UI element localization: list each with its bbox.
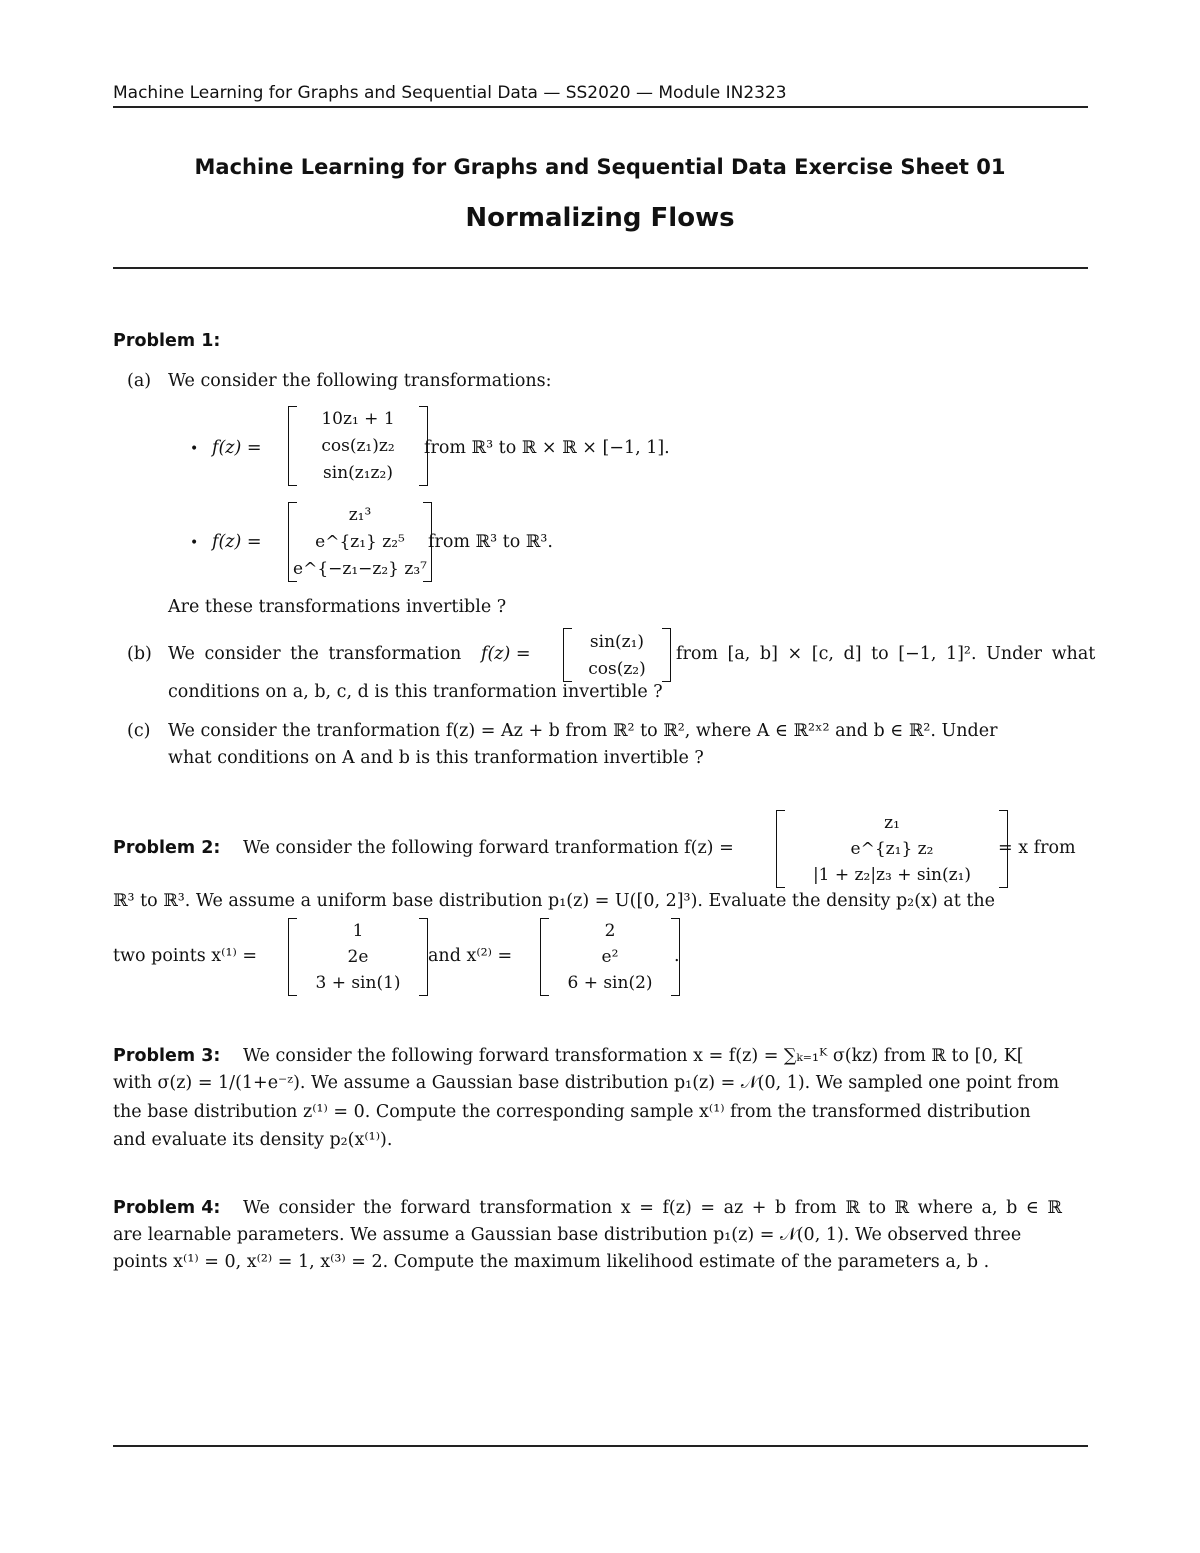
b-row-1: sin(z₁) bbox=[589, 631, 645, 652]
x2-row-2: e² bbox=[601, 947, 619, 967]
problem2-text1-tail: = x from bbox=[998, 838, 1076, 858]
bullet-2: • bbox=[190, 535, 199, 551]
x1-left-bracket bbox=[288, 918, 297, 996]
document-subtitle: Normalizing Flows bbox=[465, 203, 735, 233]
t2-lhs: f(z) = bbox=[212, 532, 262, 552]
x2-left-bracket bbox=[540, 918, 549, 996]
problem2-label: Problem 2: bbox=[113, 838, 221, 858]
t2-row-1: z₁³ bbox=[348, 505, 372, 526]
p2-matrix bbox=[776, 810, 1008, 888]
problem1-a-intro: We consider the following transformations: bbox=[168, 371, 552, 391]
t1-matrix bbox=[288, 406, 428, 486]
t1-lhs: f(z) = bbox=[212, 438, 262, 458]
problem2-period: . bbox=[674, 946, 680, 966]
x2-row-3: 6 + sin(2) bbox=[567, 973, 653, 993]
bullet-1: • bbox=[190, 441, 199, 457]
x2-row-1: 2 bbox=[604, 921, 616, 941]
document-title: Machine Learning for Graphs and Sequential Data Exercise Sheet 01 bbox=[194, 155, 1006, 179]
problem2-line2: ℝ³ to ℝ³. We assume a uniform base distribution p₁(z) = U([0, 2]³). Evaluate the density p₂(x) at the bbox=[113, 891, 995, 911]
p2-row-3: |1 + z₂|z₃ + sin(z₁) bbox=[812, 865, 972, 885]
x1-row-1: 1 bbox=[352, 921, 364, 941]
t1-row-3: sin(z₁z₂) bbox=[323, 462, 393, 483]
header-rule bbox=[113, 106, 1088, 108]
x1-row-2: 2e bbox=[347, 947, 369, 967]
p2-row-1: z₁ bbox=[884, 813, 900, 833]
t1-row-1: 10z₁ + 1 bbox=[321, 409, 395, 430]
problem3-line2: with σ(z) = 1/(1+e⁻ᶻ). We assume a Gaussian base distribution p₁(z) = 𝒩(0, 1). We sampled one point from bbox=[113, 1073, 1060, 1093]
problem2-and: and x⁽²⁾ = bbox=[428, 946, 513, 966]
problem1-c-line1: We consider the tranformation f(z) = Az + b from ℝ² to ℝ², where A ∈ ℝ²ˣ² and b ∈ ℝ². Under bbox=[168, 721, 998, 741]
x1-right-bracket bbox=[419, 918, 428, 996]
problem2-two-points: two points x⁽¹⁾ = bbox=[113, 946, 257, 966]
problem1-c-line2: what conditions on A and b is this tranformation invertible ? bbox=[168, 748, 704, 768]
b-matrix bbox=[563, 628, 671, 682]
footer-rule bbox=[113, 1445, 1088, 1447]
t1-left-bracket bbox=[288, 406, 297, 486]
problem3-label: Problem 3: bbox=[113, 1046, 221, 1066]
problem1-b-line2: conditions on a, b, c, d is this tranformation invertible ? bbox=[168, 682, 663, 702]
p2-row-2: e^{z₁} z₂ bbox=[850, 839, 934, 859]
p2-left-bracket bbox=[776, 810, 785, 888]
problem1-b-text: We consider the transformation bbox=[168, 644, 462, 664]
problem1-b-lhs: f(z) = bbox=[481, 644, 531, 664]
b-right-bracket bbox=[662, 628, 671, 682]
t2-tail: from ℝ³ to ℝ³. bbox=[428, 532, 553, 552]
t2-matrix bbox=[288, 502, 432, 582]
problem1-b-label: (b) bbox=[127, 644, 152, 664]
x1-matrix bbox=[288, 918, 428, 996]
x2-matrix bbox=[540, 918, 680, 996]
title-rule bbox=[113, 267, 1088, 269]
problem3-line3: the base distribution z⁽¹⁾ = 0. Compute the corresponding sample x⁽¹⁾ from the transformed distribution bbox=[113, 1102, 1031, 1122]
running-header: Machine Learning for Graphs and Sequential Data — SS2020 — Module IN2323 bbox=[113, 83, 787, 103]
problem1-b-tail: from [a, b] × [c, d] to [−1, 1]². Under what bbox=[676, 644, 1096, 664]
problem1-question: Are these transformations invertible ? bbox=[168, 597, 507, 617]
x1-row-3: 3 + sin(1) bbox=[315, 973, 401, 993]
b-row-2: cos(z₂) bbox=[588, 658, 646, 679]
problem1-a-label: (a) bbox=[127, 371, 152, 391]
problem4-line2: are learnable parameters. We assume a Gaussian base distribution p₁(z) = 𝒩(0, 1). We observed three bbox=[113, 1225, 1022, 1245]
problem3-line1: We consider the following forward transformation x = f(z) = ∑ₖ₌₁ᴷ σ(kz) from ℝ to [0, K[ bbox=[243, 1046, 1024, 1066]
problem4-line1: We consider the forward transformation x = f(z) = az + b from ℝ to ℝ where a, b ∈ ℝ bbox=[243, 1198, 1062, 1218]
t1-row-2: cos(z₁)z₂ bbox=[321, 435, 395, 456]
t2-row-2: e^{z₁} z₂⁵ bbox=[315, 531, 405, 552]
problem1-label: Problem 1: bbox=[113, 331, 221, 351]
problem2-text1: We consider the following forward tranformation f(z) = bbox=[243, 838, 734, 858]
problem4-line3: points x⁽¹⁾ = 0, x⁽²⁾ = 1, x⁽³⁾ = 2. Compute the maximum likelihood estimate of the parameters a, b . bbox=[113, 1252, 990, 1272]
t1-tail: from ℝ³ to ℝ × ℝ × [−1, 1]. bbox=[424, 438, 670, 458]
problem3-line4: and evaluate its density p₂(x⁽¹⁾). bbox=[113, 1130, 393, 1150]
t2-row-3: e^{−z₁−z₂} z₃⁷ bbox=[293, 558, 427, 579]
problem1-c-label: (c) bbox=[127, 721, 151, 741]
problem4-label: Problem 4: bbox=[113, 1198, 221, 1218]
b-left-bracket bbox=[563, 628, 572, 682]
